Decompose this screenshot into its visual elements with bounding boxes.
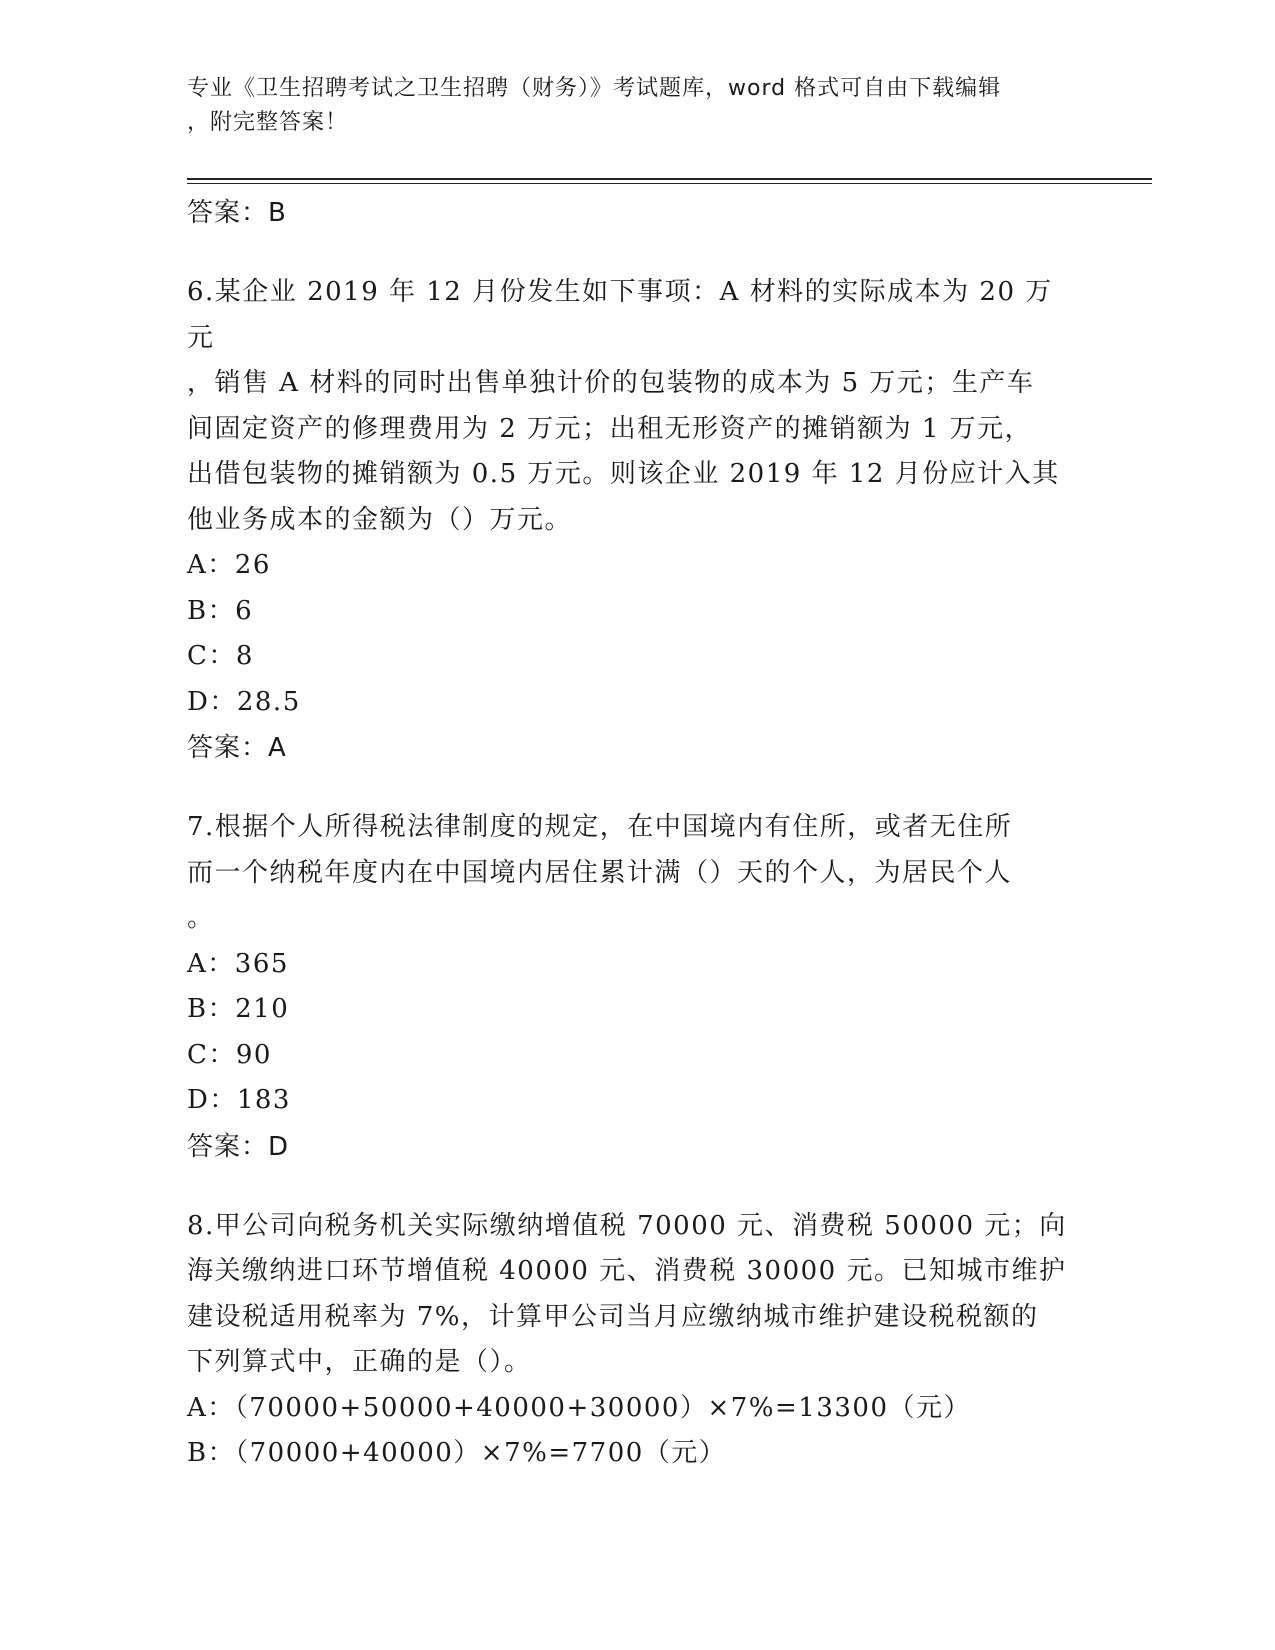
- question-text-line: 而一个纳税年度内在中国境内居住累计满（）天的个人，为居民个人: [187, 857, 1013, 888]
- header-divider: [187, 178, 1152, 180]
- option-b: B：（70000+40000）×7%=7700（元）: [187, 1438, 727, 1468]
- question-text-line: 。: [187, 903, 215, 933]
- document-body: [187, 190, 1067, 1477]
- option-d: D：28.5: [187, 686, 301, 717]
- answer-line: 答案：D: [187, 1131, 290, 1162]
- document-header: [187, 72, 1067, 140]
- question-6: [187, 270, 1067, 543]
- answer-line: 答案：B: [187, 198, 287, 228]
- question-text-line: ，销售 A 材料的同时出售单独计价的包装物的成本为 5 万元；生产车: [187, 368, 1035, 398]
- question-text-line: 出借包装物的摊销额为 0.5 万元。则该企业 2019 年 12 月份应计入其: [187, 459, 1060, 489]
- option-a: A：365: [187, 948, 289, 979]
- option-d: D：183: [187, 1085, 291, 1115]
- question-text-line: 海关缴纳进口环节增值税 40000 元、消费税 30000 元。已知城市维护: [187, 1256, 1067, 1286]
- option-a: A：（70000+50000+40000+30000）×7%=13300（元）: [187, 1392, 971, 1423]
- question-text-line: 8.甲公司向税务机关实际缴纳增值税 70000 元、消费税 50000 元；向: [187, 1210, 1067, 1241]
- question-text-line: 下列算式中，正确的是（）。: [187, 1347, 532, 1377]
- option-a: A：26: [187, 550, 271, 580]
- option-b: B：6: [187, 595, 254, 626]
- question-text-line: 6.某企业 2019 年 12 月份发生如下事项：A 材料的实际成本为 20 万元: [187, 277, 1053, 353]
- option-b: B：210: [187, 994, 290, 1024]
- question-text-line: 建设税适用税率为 7%，计算甲公司当月应缴纳城市维护建设税税额的: [187, 1301, 1039, 1332]
- question-8: [187, 1204, 1067, 1386]
- question-text-line: 7.根据个人所得税法律制度的规定，在中国境内有住所，或者无住所: [187, 812, 1013, 842]
- option-c: C：90: [187, 1039, 272, 1070]
- answer-line: 答案：A: [187, 733, 287, 763]
- question-text-line: 他业务成本的金额为（）万元。: [187, 504, 573, 535]
- header-divider-thin: [187, 183, 1152, 184]
- question-text-line: 间固定资产的修理费用为 2 万元；出租无形资产的摊销额为 1 万元，: [187, 413, 1033, 444]
- option-c: C：8: [187, 641, 254, 671]
- header-line-1: 专业《卫生招聘考试之卫生招聘（财务）》考试题库，word 格式可自由下载编辑: [187, 76, 1002, 101]
- header-line-2: ，附完整答案！: [187, 110, 349, 135]
- question-7: [187, 805, 1067, 942]
